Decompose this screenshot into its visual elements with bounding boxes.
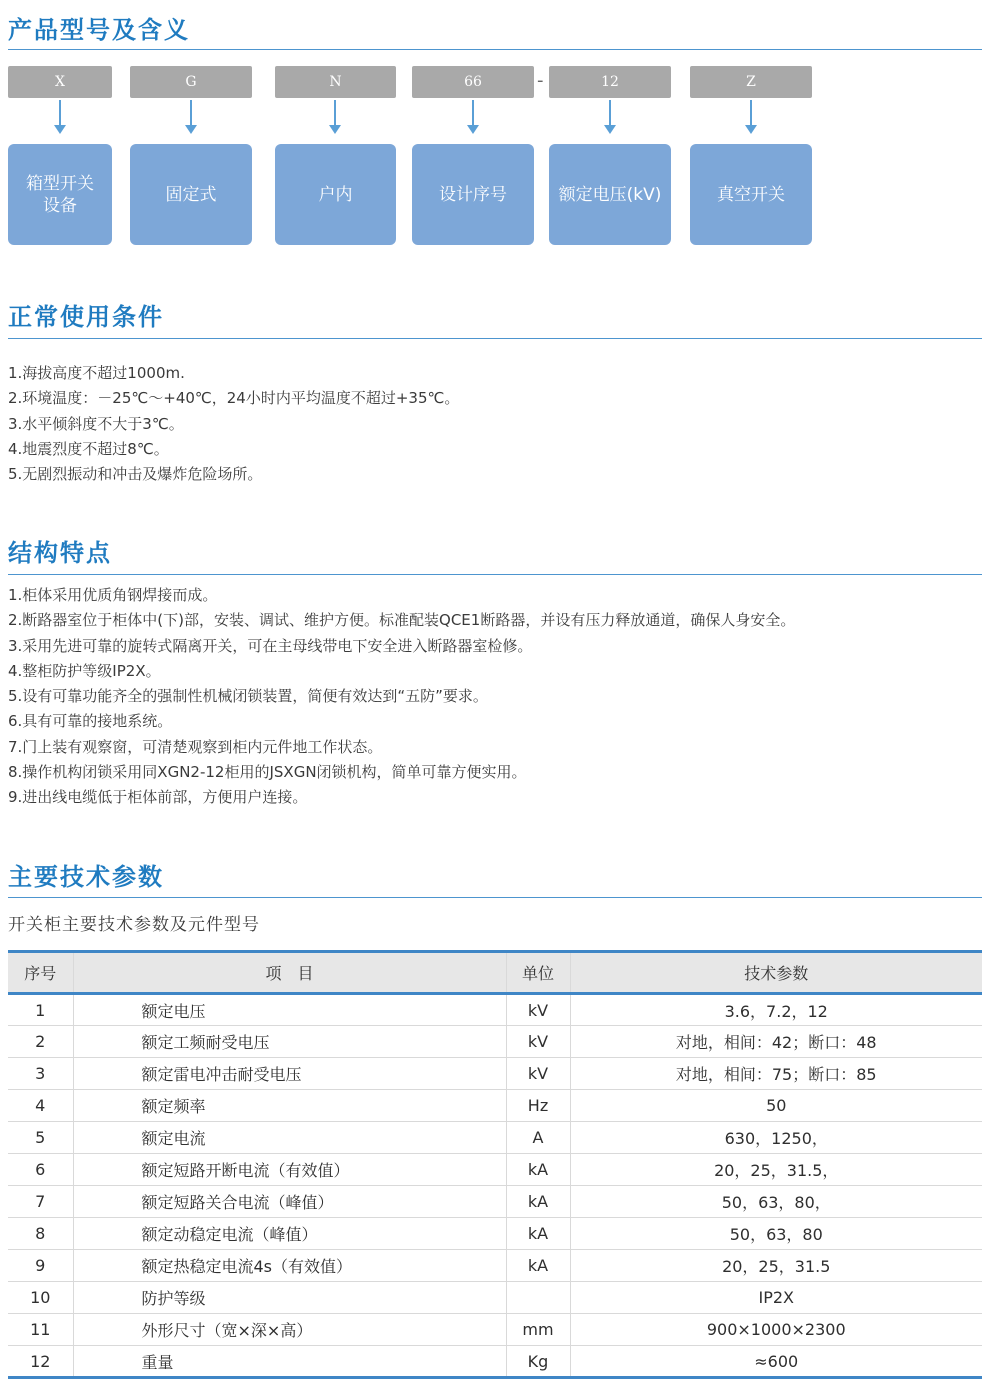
model-meaning-box: 箱型开关 设备 (8, 144, 112, 245)
list-item: 3.水平倾斜度不大于3℃。 (8, 414, 184, 433)
cell-value: 50 (766, 1096, 787, 1115)
list-item: 4.地震烈度不超过8℃。 (8, 439, 169, 458)
section-title-model: 产品型号及含义 (8, 16, 190, 44)
list-item: 6.具有可靠的接地系统。 (8, 712, 173, 731)
list-item: 1.海拔高度不超过1000m. (8, 364, 185, 382)
table-header-row (8, 952, 982, 994)
list-item: 8.操作机构闭锁采用同XGN2-12柜用的JSXGN闭锁机构，简单可靠方便实用。 (8, 763, 527, 782)
cell-unit: kA (506, 1250, 570, 1282)
model-code-box: X (8, 66, 112, 98)
cell-index: 8 (8, 1218, 73, 1250)
cell-item: 额定工频耐受电压 (73, 1026, 506, 1058)
down-arrow-icon (59, 100, 61, 126)
section-title-structure: 结构特点 (8, 539, 112, 567)
section-title-params: 主要技术参数 (8, 863, 164, 891)
cell-item: 防护等级 (73, 1282, 506, 1314)
model-meaning-box: 设计序号 (412, 144, 534, 245)
cell-value: 对地，相间：42；断口：48 (675, 1033, 877, 1052)
cell-unit: kV (506, 1058, 570, 1090)
cell-value: 50，63，80， (721, 1193, 831, 1212)
table-subtitle: 开关柜主要技术参数及元件型号 (8, 915, 260, 935)
model-code-box: 12 (549, 66, 671, 98)
section-rule (8, 49, 982, 50)
table-row (8, 1314, 982, 1346)
model-code-box: Z (690, 66, 812, 98)
cell-item: 额定短路关合电流（峰值） (73, 1186, 506, 1218)
table-row (8, 1058, 982, 1090)
cell-index: 11 (8, 1314, 73, 1346)
section-rule (8, 338, 982, 339)
cell-unit: kA (506, 1218, 570, 1250)
cell-value: 50，63，80 (729, 1225, 823, 1244)
cell-index: 2 (8, 1026, 73, 1058)
section-title-conditions: 正常使用条件 (8, 303, 164, 331)
cell-item: 额定动稳定电流（峰值） (73, 1218, 506, 1250)
cell-value: 20，25，31.5， (714, 1161, 839, 1180)
cell-index: 7 (8, 1186, 73, 1218)
down-arrow-icon (190, 100, 192, 126)
cell-value: ≈600 (754, 1351, 799, 1371)
cell-index: 3 (8, 1058, 73, 1090)
cell-item: 额定频率 (73, 1090, 506, 1122)
cell-value: 630，1250， (724, 1129, 828, 1148)
down-arrow-icon (609, 100, 611, 126)
list-item: 5.设有可靠功能齐全的强制性机械闭锁装置，简便有效达到“五防”要求。 (8, 687, 488, 706)
cell-unit: kV (506, 1026, 570, 1058)
cell-value: 对地，相间：75；断口：85 (675, 1065, 877, 1084)
model-meaning-box: 户内 (275, 144, 396, 245)
down-arrow-icon (472, 100, 474, 126)
cell-index: 4 (8, 1090, 73, 1122)
cell-item: 重量 (73, 1346, 506, 1378)
down-arrow-icon (334, 100, 336, 126)
cell-unit: A (506, 1122, 570, 1154)
section-rule (8, 574, 982, 575)
table-row (8, 1346, 982, 1378)
table-row (8, 994, 982, 1026)
table-row (8, 1186, 982, 1218)
section-rule (8, 897, 982, 898)
structure-list (8, 583, 795, 811)
cell-index: 5 (8, 1122, 73, 1154)
model-code-box: 66 (412, 66, 534, 98)
cell-index: 10 (8, 1282, 73, 1314)
model-code-box: N (275, 66, 396, 98)
model-dash: - (537, 70, 544, 91)
cell-item: 外形尺寸（宽×深×高） (73, 1314, 506, 1346)
model-meaning-box: 额定电压(kV) (549, 144, 671, 245)
list-item: 3.采用先进可靠的旋转式隔离开关，可在主母线带电下安全进入断路器室检修。 (8, 636, 533, 655)
cell-index: 12 (8, 1346, 73, 1378)
cell-unit: kV (506, 994, 570, 1026)
list-item: 2.环境温度：－25℃～+40℃，24小时内平均温度不超过+35℃。 (8, 389, 460, 408)
list-item: 4.整柜防护等级IP2X。 (8, 661, 161, 680)
conditions-list (8, 361, 459, 487)
model-meaning-box: 固定式 (130, 144, 252, 245)
cell-unit: kA (506, 1186, 570, 1218)
cell-unit (506, 1282, 570, 1314)
header-index: 序号 (8, 952, 73, 994)
cell-value: 900×1000×2300 (706, 1320, 846, 1339)
cell-index: 6 (8, 1154, 73, 1186)
cell-unit: Hz (506, 1090, 570, 1122)
down-arrow-icon (750, 100, 752, 126)
header-unit: 单位 (506, 952, 570, 994)
cell-index: 9 (8, 1250, 73, 1282)
cell-index: 1 (8, 994, 73, 1026)
cell-unit: kA (506, 1154, 570, 1186)
cell-value: IP2X (758, 1288, 794, 1307)
table-row (8, 1218, 982, 1250)
cell-item: 额定电流 (73, 1122, 506, 1154)
model-meaning-box: 真空开关 (690, 144, 812, 245)
cell-item: 额定热稳定电流4s（有效值） (73, 1250, 506, 1282)
list-item: 2.断路器室位于柜体中(下)部，安装、调试、维护方便。标准配装QCE1断路器，并设有压力释放通道，确保人身安全。 (8, 611, 796, 630)
list-item: 9.进出线电缆低于柜体前部，方便用户连接。 (8, 788, 308, 807)
table-row (8, 1026, 982, 1058)
cell-item: 额定雷电冲击耐受电压 (73, 1058, 506, 1090)
cell-value: 20，25，31.5 (722, 1257, 831, 1276)
list-item: 7.门上装有观察窗，可清楚观察到柜内元件地工作状态。 (8, 737, 383, 756)
cell-item: 额定电压 (73, 994, 506, 1026)
cell-value: 3.6，7.2，12 (724, 1001, 828, 1021)
table-row (8, 1122, 982, 1154)
model-code-box: G (130, 66, 252, 98)
table-row (8, 1090, 982, 1122)
header-value: 技术参数 (570, 952, 982, 994)
cell-unit: Kg (506, 1346, 570, 1378)
list-item: 5.无剧烈振动和冲击及爆炸危险场所。 (8, 465, 263, 484)
table-row (8, 1282, 982, 1314)
header-item: 项 目 (73, 952, 506, 994)
table-row (8, 1250, 982, 1282)
cell-item: 额定短路开断电流（有效值） (73, 1154, 506, 1186)
cell-unit: mm (506, 1314, 570, 1346)
params-table (8, 950, 982, 1379)
table-row (8, 1154, 982, 1186)
list-item: 1.柜体采用优质角钢焊接而成。 (8, 586, 218, 604)
